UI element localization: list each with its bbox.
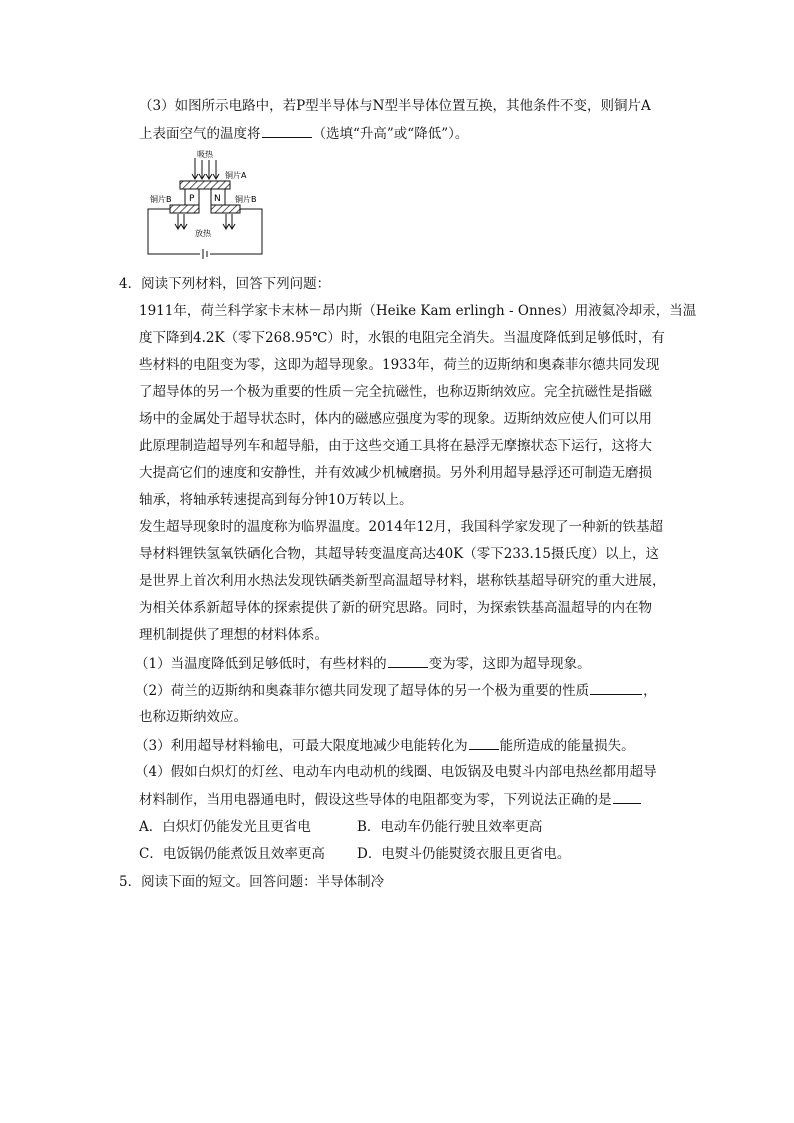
copper-plate-b-left	[170, 205, 199, 213]
text-line: 导材料锂铁氢氧铁硒化合物，其超导转变温度高达40K（零下233.15摄氏度）以上，这	[139, 546, 659, 562]
text-line: 轴承，将轴承转速提高到每分钟10万转以上。	[139, 492, 413, 508]
text-line: 了超导体的另一个极为重要的性质－完全抗磁性，也称迈斯纳效应。完全抗磁性是指磁	[139, 384, 652, 400]
text-line: 理机制提供了理想的材料体系。	[139, 627, 328, 643]
answer-blank[interactable]	[388, 653, 428, 668]
sub2-text-before-blank: （2）荷兰的迈斯纳和奥森菲尔德共同发现了超导体的另一个极为重要的性质	[135, 683, 590, 699]
label-p: P	[189, 194, 195, 204]
answer-blank[interactable]	[613, 789, 641, 804]
text-line: 为相关体系新超导体的探索提供了新的研究思路。同时，为探索铁基高温超导的内在物	[139, 600, 652, 616]
copper-plate-b-right	[211, 205, 240, 213]
option-c[interactable]: C．电饭锅仍能煮饭且效率更高	[139, 846, 325, 862]
question-5-title: 5．阅读下面的短文。回答问题：半导体制冷	[119, 874, 385, 890]
answer-blank[interactable]	[262, 123, 312, 138]
text-line: 度下降到4.2K（零下268.95℃）时，水银的电阻完全消失。当温度降低到足够低时，有	[139, 330, 665, 346]
sub-question-4-line-1: （4）假如白炽灯的灯丝、电动车内电动机的线圈、电饭锅及电熨斗内部电热丝都用超导	[135, 764, 657, 780]
text-line: 大提高它们的速度和安静性，并有效减少机械磨损。另外利用超导悬浮还可制造无磨损	[139, 465, 652, 481]
arrow-icon	[175, 214, 235, 229]
sub4-text-before-blank: 材料制作，当用电器通电时，假设这些导体的电阻都变为零，下列说法正确的是	[139, 792, 612, 808]
question-3-line-1: （3）如图所示电路中，若P型半导体与N型半导体位置互换，其他条件不变，则铜片A	[139, 98, 651, 114]
sub3-text-before-blank: （3）利用超导材料输电，可最大限度地减少电能转化为	[135, 738, 468, 754]
answer-blank[interactable]	[469, 735, 499, 750]
option-a[interactable]: A．白炽灯仍能发光且更省电	[139, 819, 311, 835]
label-absorb-heat: 吸热	[197, 150, 213, 159]
label-copper-b-right: 铜片B	[235, 195, 257, 204]
q3-text-after-blank: （选填“升高”或“降低”）。	[312, 126, 469, 142]
label-release-heat: 放热	[195, 229, 211, 238]
text-line: 1911年，荷兰科学家卡末林－昂内斯（Heike Kam erlingh - Onnes）用液氦冷却汞，当温	[139, 303, 697, 319]
sub3-text-after-blank: 能所造成的能量损失。	[499, 738, 635, 754]
sub-question-1	[135, 653, 591, 674]
arrow-icon	[192, 158, 219, 179]
sub-question-2-line-2: 也称迈斯纳效应。	[139, 709, 247, 725]
q3-text-before-blank: 上表面空气的温度将	[139, 126, 261, 142]
text-line: 是世界上首次利用水热法发现铁硒类新型高温超导材料，堪称铁基超导研究的重大进展，	[139, 573, 666, 589]
sub-question-4-line-2	[139, 789, 642, 810]
question-3-line-2	[139, 123, 468, 144]
copper-plate-a	[180, 181, 230, 189]
thermoelectric-circuit-diagram	[145, 148, 275, 260]
sub-question-3	[135, 735, 635, 756]
label-copper-a: 铜片A	[225, 171, 247, 180]
answer-blank[interactable]	[590, 680, 642, 695]
text-line: 些材料的电阻变为零，这即为超导现象。1933年，荷兰的迈斯纳和奥森菲尔德共同发现	[139, 357, 660, 373]
label-copper-b-left: 铜片B	[150, 195, 172, 204]
sub1-text-after-blank: 变为零，这即为超导现象。	[428, 656, 591, 672]
text-line: 发生超导现象时的温度称为临界温度。2014年12月，我国科学家发现了一种新的铁基超	[139, 519, 664, 535]
text-line: 此原理制造超导列车和超导船，由于这些交通工具将在悬浮无摩擦状态下运行，这将大	[139, 438, 652, 454]
sub2-text-after-blank: ，	[643, 683, 657, 699]
sub-question-2	[135, 680, 657, 701]
sub1-text-before-blank: （1）当温度降低到足够低时，有些材料的	[135, 656, 387, 672]
text-line: 场中的金属处于超导状态时，体内的磁感应强度为零的现象。迈斯纳效应使人们可以用	[139, 411, 652, 427]
option-d[interactable]: D．电熨斗仍能熨烫衣服且更省电。	[357, 846, 571, 862]
question-4-title: 4．阅读下列材料，回答下列问题：	[119, 276, 331, 292]
label-n: N	[214, 194, 221, 204]
option-b[interactable]: B．电动车仍能行驶且效率更高	[357, 819, 543, 835]
